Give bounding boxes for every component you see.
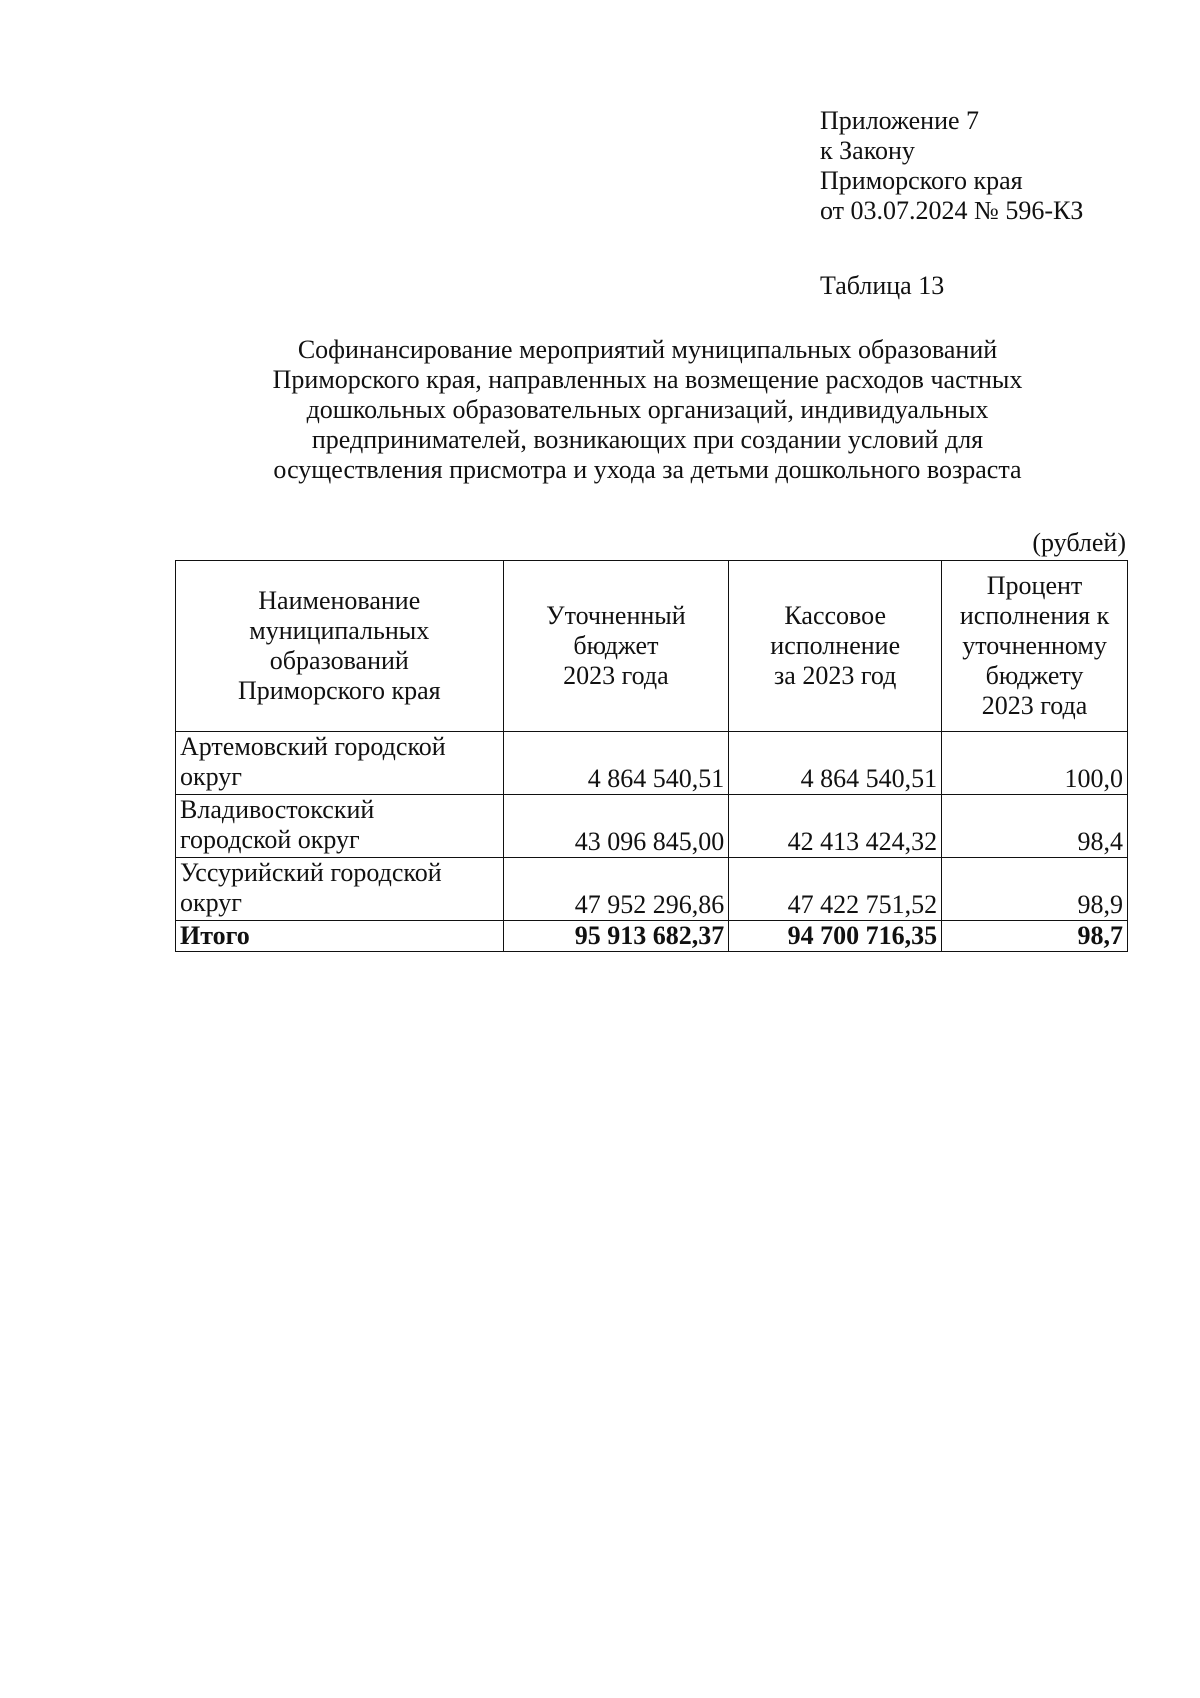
percent-value: 98,9 xyxy=(942,858,1128,921)
municipality-name xyxy=(176,795,504,858)
name-line: округ xyxy=(180,762,242,791)
document-title xyxy=(175,335,1120,485)
executed-value: 4 864 540,51 xyxy=(729,732,942,795)
header-line: за 2023 год xyxy=(774,661,897,690)
table-row xyxy=(176,795,1128,858)
percent-value: 98,4 xyxy=(942,795,1128,858)
municipality-name xyxy=(176,858,504,921)
appendix-line: Приморского края xyxy=(820,166,1023,195)
name-line: Владивостокский xyxy=(180,795,375,824)
table-row xyxy=(176,858,1128,921)
header-executed xyxy=(729,561,942,732)
executed-value: 47 422 751,52 xyxy=(729,858,942,921)
percent-value: 100,0 xyxy=(942,732,1128,795)
appendix-line: Приложение 7 xyxy=(820,106,980,135)
header-budget xyxy=(503,561,729,732)
budget-value: 47 952 296,86 xyxy=(503,858,729,921)
total-label: Итого xyxy=(176,921,504,952)
header-line: 2023 года xyxy=(563,661,669,690)
header-line: муниципальных xyxy=(249,616,430,645)
name-line: Артемовский городской xyxy=(180,732,446,761)
header-line: Наименование xyxy=(258,586,421,615)
executed-value: 42 413 424,32 xyxy=(729,795,942,858)
header-line: уточненному xyxy=(962,631,1107,660)
table-row xyxy=(176,732,1128,795)
header-line: бюджет xyxy=(573,631,659,660)
title-line: осуществления присмотра и ухода за детьми дошкольного возраста xyxy=(273,455,1022,484)
title-line: Софинансирование мероприятий муниципальных образований xyxy=(297,335,998,364)
financing-table xyxy=(175,560,1128,952)
header-line: образований xyxy=(269,646,409,675)
title-line: предпринимателей, возникающих при создании условий для xyxy=(311,425,984,454)
total-budget: 95 913 682,37 xyxy=(503,921,729,952)
table-number: Таблица 13 xyxy=(820,271,945,300)
budget-value: 43 096 845,00 xyxy=(503,795,729,858)
header-line: Кассовое xyxy=(784,601,886,630)
table-header-row xyxy=(176,561,1128,732)
total-percent: 98,7 xyxy=(942,921,1128,952)
header-line: 2023 года xyxy=(981,691,1088,720)
name-line: городской округ xyxy=(180,825,360,854)
header-municipality xyxy=(176,561,504,732)
total-executed: 94 700 716,35 xyxy=(729,921,942,952)
header-line: бюджету xyxy=(985,661,1084,690)
appendix-line: от 03.07.2024 № 596-КЗ xyxy=(820,196,1084,225)
municipality-name xyxy=(176,732,504,795)
total-row xyxy=(176,921,1128,952)
appendix-reference xyxy=(820,106,1083,226)
name-line: округ xyxy=(180,888,242,917)
header-line: Процент xyxy=(986,571,1083,600)
header-line: исполнения к xyxy=(959,601,1110,630)
appendix-line: к Закону xyxy=(820,136,915,165)
name-line: Уссурийский городской xyxy=(180,858,442,887)
units-label: (рублей) xyxy=(1032,528,1126,557)
header-line: Уточненный xyxy=(546,601,686,630)
header-line: Приморского края xyxy=(237,676,441,705)
title-line: дошкольных образовательных организаций, индивидуальных xyxy=(306,395,989,424)
header-percent xyxy=(942,561,1128,732)
title-line: Приморского края, направленных на возмещение расходов частных xyxy=(272,365,1023,394)
header-line: исполнение xyxy=(770,631,901,660)
budget-value: 4 864 540,51 xyxy=(503,732,729,795)
